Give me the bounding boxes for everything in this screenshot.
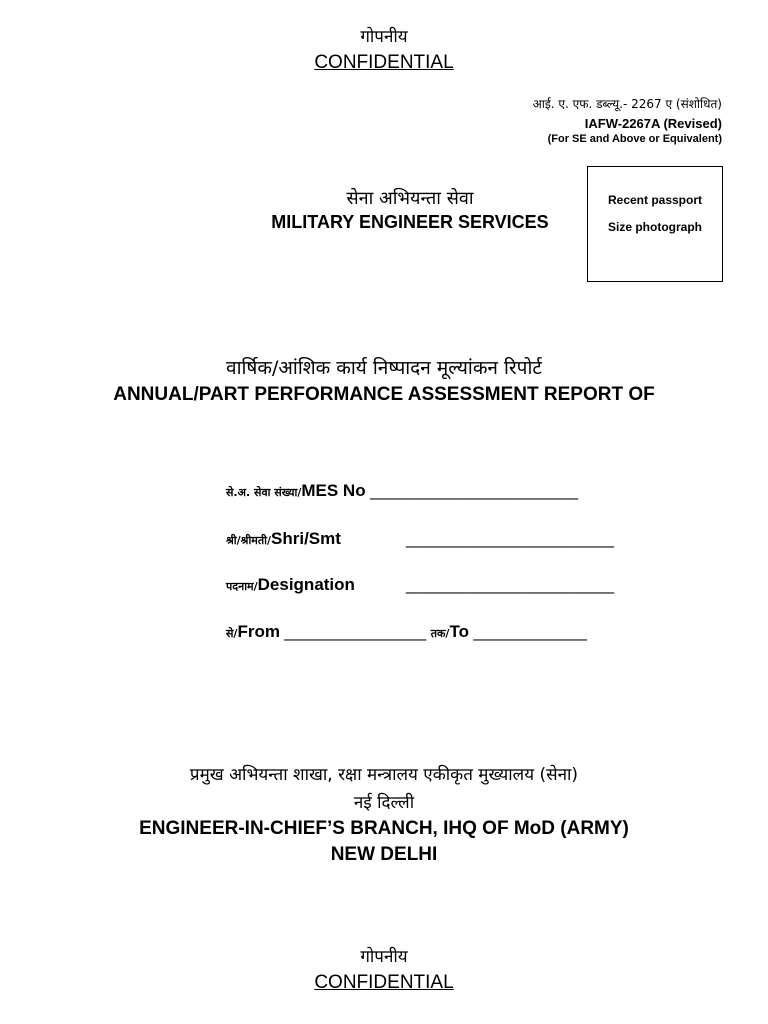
form-scope: (For SE and Above or Equivalent)	[547, 133, 722, 145]
from-label: From	[237, 622, 280, 641]
city-name: NEW DELHI	[330, 844, 438, 865]
photo-caption-line2: Size photograph	[608, 220, 702, 234]
to-blank[interactable]: ____________	[473, 622, 587, 641]
org-name: MILITARY ENGINEER SERVICES	[271, 212, 549, 232]
name-blank[interactable]: ______________________	[406, 529, 615, 548]
bottom-confidential-label: CONFIDENTIAL	[314, 972, 454, 993]
name-label: Shri/Smt	[271, 529, 341, 548]
city-name-hindi: नई दिल्ली	[353, 793, 415, 813]
mes-no-label: MES No	[301, 481, 366, 500]
branch-name: ENGINEER-IN-CHIEF’S BRANCH, IHQ OF MoD (ARMY)	[139, 818, 629, 839]
from-label-hindi: से/	[226, 627, 238, 640]
from-blank[interactable]: _______________	[284, 622, 427, 641]
photo-caption-line1: Recent passport	[607, 193, 703, 207]
form-reference: IAFW-2267A (Revised)	[584, 116, 722, 131]
period-field	[226, 622, 587, 642]
report-title: ANNUAL/PART PERFORMANCE ASSESSMENT REPORT OF	[113, 384, 655, 405]
photo-placeholder	[587, 166, 723, 282]
name-blank-wrap	[406, 529, 614, 549]
mes-no-blank[interactable]: ______________________	[370, 481, 579, 500]
name-field	[226, 529, 341, 549]
branch-name-hindi: प्रमुख अभियन्ता शाखा, रक्षा मन्त्रालय एकीकृत मुख्यालय (सेना)	[189, 765, 579, 785]
bottom-confidential-hindi: गोपनीय	[360, 947, 408, 967]
mes-no-label-hindi: से.अ. सेवा संख्या/	[226, 486, 302, 499]
designation-blank[interactable]: ______________________	[406, 575, 615, 594]
name-label-hindi: श्री/श्रीमती/	[226, 534, 272, 547]
to-label-hindi: तक/	[430, 627, 450, 640]
report-title-hindi: वार्षिक/आंशिक कार्य निष्पादन मूल्यांकन रिपोर्ट	[226, 357, 542, 379]
designation-label-hindi: पदनाम/	[226, 580, 258, 593]
top-confidential-label: CONFIDENTIAL	[314, 52, 454, 73]
to-label: To	[449, 622, 469, 641]
top-confidential-hindi: गोपनीय	[360, 27, 408, 47]
form-reference-hindi: आई. ए. एफ. डब्ल्यू.- 2267 ए (संशोधित)	[532, 97, 722, 111]
org-name-hindi: सेना अभियन्ता सेवा	[346, 188, 474, 209]
mes-no-field	[226, 481, 578, 501]
designation-field	[226, 575, 355, 595]
designation-blank-wrap	[406, 575, 614, 595]
designation-label: Designation	[257, 575, 355, 594]
